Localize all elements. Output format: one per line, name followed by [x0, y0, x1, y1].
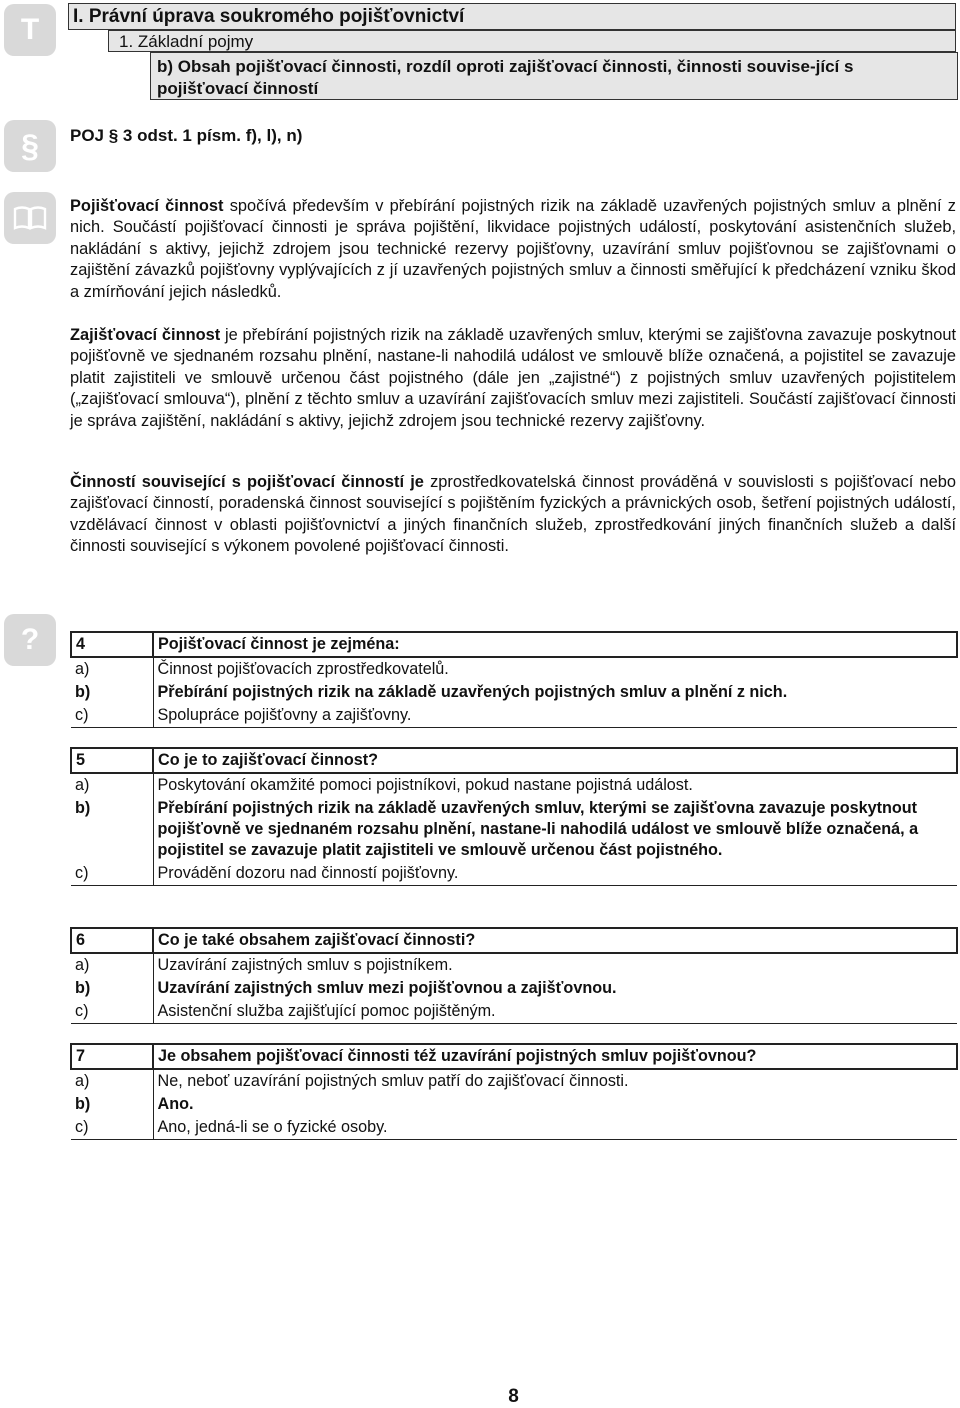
- insurance-text: spočívá především v přebírání pojistných rizik na základě uzavřených pojistných smluv a plnění z nich. Součástí pojišťovací činnosti je správa pojištění, likvidace pojistných událostí, poskytování asistenčních služeb, nakládání s aktivy, jejichž zdrojem jsou technické rezervy pojišťovny, uzavírání smluv pojišťovnou se zajišťovnami o zajištění závazků pojišťovny vyplývajících z jí uzavřených pojistných smluv a činnosti směřující k předcházení vzniku škod a zmírňování jejich následků.: [70, 197, 956, 301]
- answer-letter: a): [71, 1069, 153, 1093]
- topic-icon: T: [4, 4, 56, 56]
- question-block: [70, 631, 958, 728]
- answer-letter: a): [71, 773, 153, 797]
- answer-letter: b): [71, 681, 153, 704]
- related-term: Činností související s pojišťovací činností je: [70, 473, 424, 491]
- answer-letter: b): [71, 1093, 153, 1116]
- answer-letter: b): [71, 977, 153, 1000]
- section-title: 1. Základní pojmy: [108, 30, 956, 52]
- related-activities-definition: [70, 472, 956, 558]
- reinsurance-definition: [70, 325, 956, 432]
- reinsurance-term: Zajišťovací činnost: [70, 326, 221, 344]
- answer-text: Činnost pojišťovacích zprostředkovatelů.: [157, 660, 449, 678]
- question-text: Co je také obsahem zajišťovací činnosti?: [153, 928, 957, 953]
- page-number: 8: [508, 1386, 519, 1407]
- answer-letter: a): [71, 657, 153, 681]
- law-reference: POJ § 3 odst. 1 písm. f), l), n): [70, 126, 303, 145]
- book-icon: [4, 192, 56, 244]
- insurance-term: Pojišťovací činnost: [70, 197, 224, 215]
- question-number: 7: [71, 1044, 153, 1069]
- answer-text: Ano, jedná-li se o fyzické osoby.: [153, 1116, 957, 1140]
- question-text: Co je to zajišťovací činnost?: [153, 748, 957, 773]
- answer-letter: b): [71, 797, 153, 862]
- answer-text: Provádění dozoru nad činností pojišťovny.: [153, 862, 957, 886]
- question-number: 6: [71, 928, 153, 953]
- answer-text-correct: Přebírání pojistných rizik na základě uzavřených smluv, kterými se zajišťovna zavazuje poskytnout pojišťovně ve sjednaném rozsahu plnění, nastane-li nahodilá událost ve smlouvě blíže označená, a pojistitel se zavazuje platit zajistiteli ve smlouvě určenou část pojistného.: [157, 799, 919, 859]
- answer-text: Spolupráce pojišťovny a zajišťovny.: [153, 704, 957, 728]
- answer-letter: c): [71, 704, 153, 728]
- question-block: [70, 927, 958, 1024]
- answer-text-correct: Ano.: [157, 1095, 194, 1113]
- question-block: [70, 1043, 958, 1140]
- answer-text-correct: Přebírání pojistných rizik na základě uzavřených pojistných smluv a plnění z nich.: [157, 683, 788, 701]
- question-text: Je obsahem pojišťovací činnosti též uzavírání pojistných smluv pojišťovnou?: [153, 1044, 957, 1069]
- answer-text: Uzavírání zajistných smluv s pojistníkem.: [157, 956, 453, 974]
- subsection-title: b) Obsah pojišťovací činnosti, rozdíl oproti zajišťovací činnosti, činnosti souvise-jící s pojišťovací činností: [150, 52, 958, 100]
- reinsurance-text: je přebírání pojistných rizik na základě uzavřených smluv, kterými se zajišťovna zavazuje poskytnout pojišťovně ve sjednaném rozsahu plnění, nastane-li nahodilá událost ve smlouvě blíže označená, a pojistitel se zavazuje platit zajistiteli ve smlouvě určenou část pojistného (dále jen „zajistné“) z pojistných smluv uzavřených pojistitelem („zajišťovací smlouva“), plnění z těchto smluv a uzavírání zajišťovacích smluv mezi zajistiteli. Součástí zajišťovací činnosti je správa zajištění, nakládání s aktivy, jejichž zdrojem jsou technické rezervy zajišťovny.: [70, 326, 957, 430]
- question-number: 5: [71, 748, 153, 773]
- chapter-title: I. Právní úprava soukromého pojišťovnictví: [68, 3, 956, 30]
- paragraph-sign-icon: §: [4, 120, 56, 172]
- answer-letter: c): [71, 862, 153, 886]
- question-block: [70, 747, 958, 886]
- answer-text: Asistenční služba zajišťující pomoc pojištěným.: [153, 1000, 957, 1024]
- answer-letter: c): [71, 1116, 153, 1140]
- answer-letter: c): [71, 1000, 153, 1024]
- answer-text: Poskytování okamžité pomoci pojistníkovi, pokud nastane pojistná událost.: [157, 776, 693, 794]
- answer-text-correct: Uzavírání zajistných smluv mezi pojišťovnou a zajišťovnou.: [157, 979, 617, 997]
- question-icon: ?: [4, 614, 56, 666]
- question-text: Pojišťovací činnost je zejména:: [153, 632, 957, 657]
- insurance-definition: [70, 196, 956, 303]
- question-number: 4: [71, 632, 153, 657]
- answer-letter: a): [71, 953, 153, 977]
- answer-text: Ne, neboť uzavírání pojistných smluv patří do zajišťovací činnosti.: [157, 1072, 629, 1090]
- related-text: zprostředkovatelská činnost prováděná v souvislosti s pojišťovací nebo zajišťovací činností, poradenská činnost související s pojištěním fyzických a právnických osob, šetření pojistných událostí, vzdělávací činnost v oblasti pojišťovnictví a jiných finančních služeb, zprostředkování jiných finančních služeb a další činnosti související s výkonem povolené pojišťovací činnosti.: [70, 473, 956, 556]
